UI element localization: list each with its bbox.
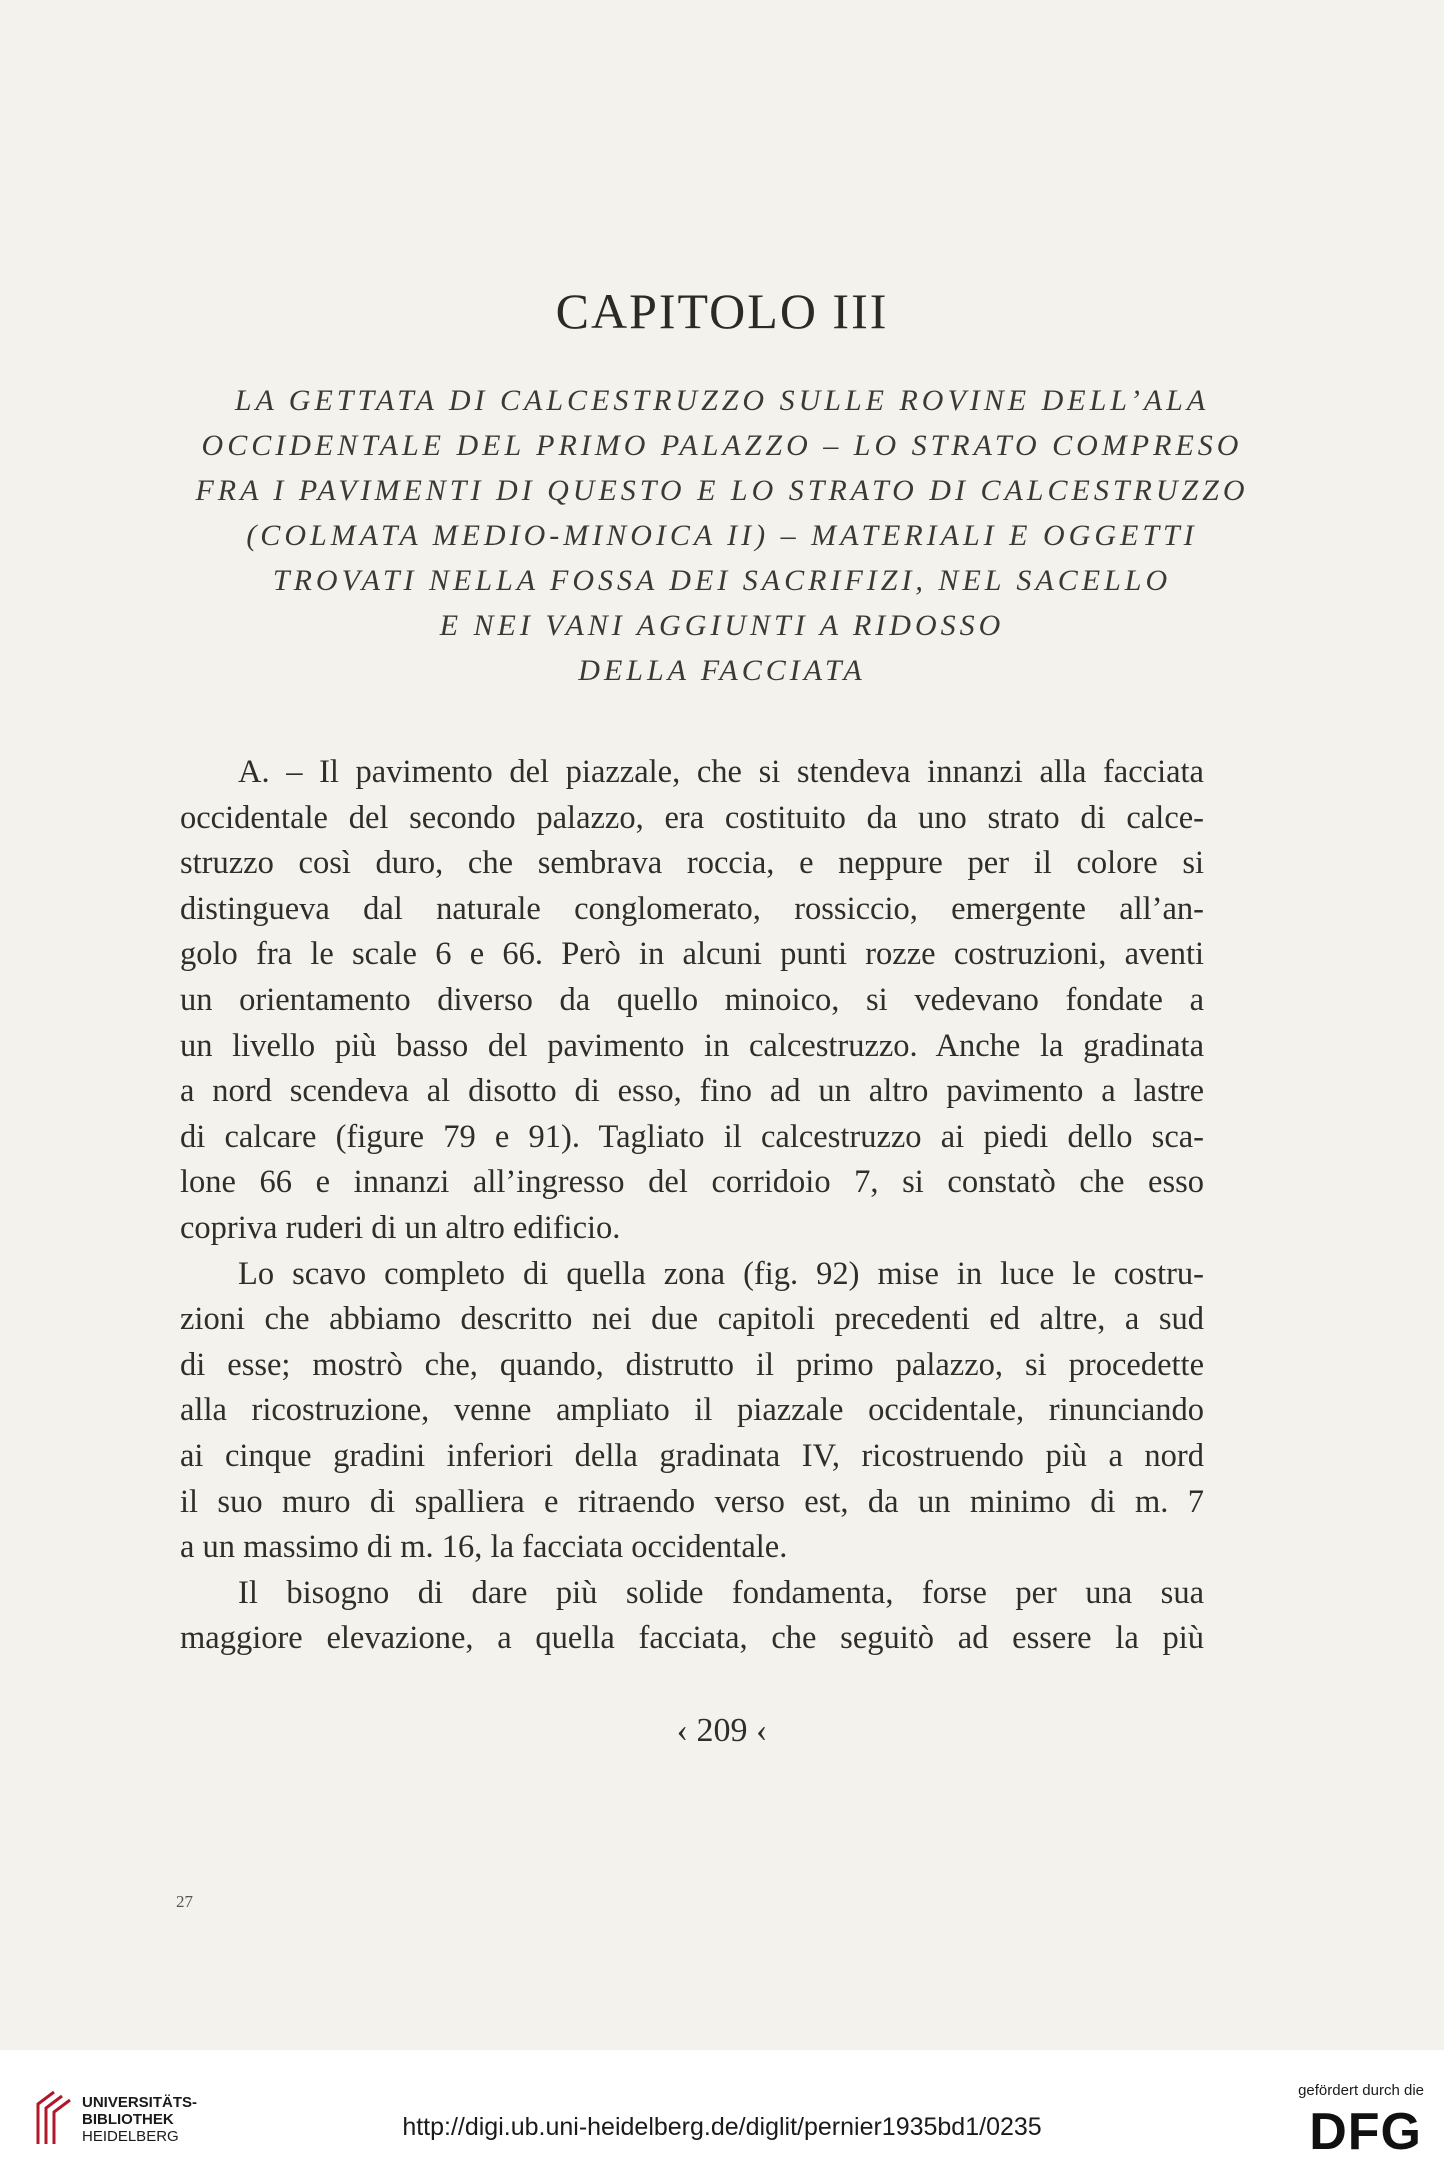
dfg-logo: DFG (1309, 2103, 1422, 2161)
subtitle-line: E NEI VANI AGGIUNTI A RIDOSSO (439, 609, 1005, 642)
library-line: HEIDELBERG (82, 2128, 179, 2145)
body-line: il suo muro di spalliera e ritraendo verso est, da un minimo di m. 7 (180, 1483, 1204, 1520)
body-line: a un massimo di m. 16, la facciata occidentale. (180, 1529, 788, 1566)
body-line: di calcare (figure 79 e 91). Tagliato il calcestruzzo ai piedi dello sca- (180, 1118, 1204, 1155)
library-line: BIBLIOTHEK (82, 2111, 174, 2128)
signature-mark: 27 (176, 1892, 193, 1911)
body-line: Lo scavo completo di quella zona (fig. 92) mise in luce le costru- (238, 1255, 1204, 1292)
body-line: un livello più basso del pavimento in calcestruzzo. Anche la gradinata (180, 1027, 1204, 1064)
body-line: A. – Il pavimento del piazzale, che si stendeva innanzi alla facciata (238, 754, 1204, 790)
chapter-title: CAPITOLO III (555, 283, 889, 339)
subtitle-line: DELLA FACCIATA (578, 654, 866, 687)
chapter-subtitle (160, 378, 1284, 693)
body-line: un orientamento diverso da quello minoico, si vedevano fondate a (180, 981, 1204, 1018)
body-line: distingueva dal naturale conglomerato, rossiccio, emergente all’an- (180, 890, 1204, 927)
body-line: a nord scendeva al disotto di esso, fino ad un altro pavimento a lastre (180, 1073, 1204, 1110)
subtitle-line: OCCIDENTALE DEL PRIMO PALAZZO – LO STRATO COMPRESO (201, 429, 1243, 462)
body-line: copriva ruderi di un altro edificio. (180, 1209, 621, 1246)
page-number: ‹ 209 ‹ (676, 1712, 768, 1749)
body-line: zioni che abbiamo descritto nei due capitoli precedenti ed altre, a sud (180, 1301, 1204, 1338)
body-line: di esse; mostrò che, quando, distrutto il primo palazzo, si procedette (180, 1346, 1204, 1383)
body-line: struzzo così duro, che sembrava roccia, e neppure per il colore si (180, 845, 1204, 882)
body-line: maggiore elevazione, a quella facciata, che seguitò ad essere la più (180, 1620, 1204, 1657)
body-line: lone 66 e innanzi all’ingresso del corridoio 7, si constatò che esso (180, 1164, 1204, 1201)
subtitle-line: (COLMATA MEDIO-MINOICA II) – MATERIALI E OGGETTI (246, 519, 1198, 552)
body-line: alla ricostruzione, venne ampliato il piazzale occidentale, rinunciando (180, 1392, 1204, 1429)
body-line: ai cinque gradini inferiori della gradinata IV, ricostruendo più a nord (180, 1437, 1204, 1474)
subtitle-line: LA GETTATA DI CALCESTRUZZO SULLE ROVINE DELL’ALA (234, 384, 1210, 417)
subtitle-line: TROVATI NELLA FOSSA DEI SACRIFIZI, NEL SACELLO (272, 564, 1172, 597)
body-line: occidentale del secondo palazzo, era costituito da uno strato di calce- (180, 799, 1204, 836)
body-text (180, 750, 1204, 1662)
funding-caption: gefördert durch die (1298, 2082, 1424, 2099)
subtitle-line: FRA I PAVIMENTI DI QUESTO E LO STRATO DI CALCESTRUZZO (195, 474, 1249, 507)
source-url-link[interactable]: http://digi.ub.uni-heidelberg.de/diglit/pernier1935bd1/0235 (402, 2113, 1042, 2141)
library-line: UNIVERSITÄTS- (82, 2094, 198, 2111)
body-line: Il bisogno di dare più solide fondamenta, forse per una sua (238, 1574, 1204, 1611)
body-line: golo fra le scale 6 e 66. Però in alcuni punti rozze costruzioni, aventi (180, 936, 1204, 973)
